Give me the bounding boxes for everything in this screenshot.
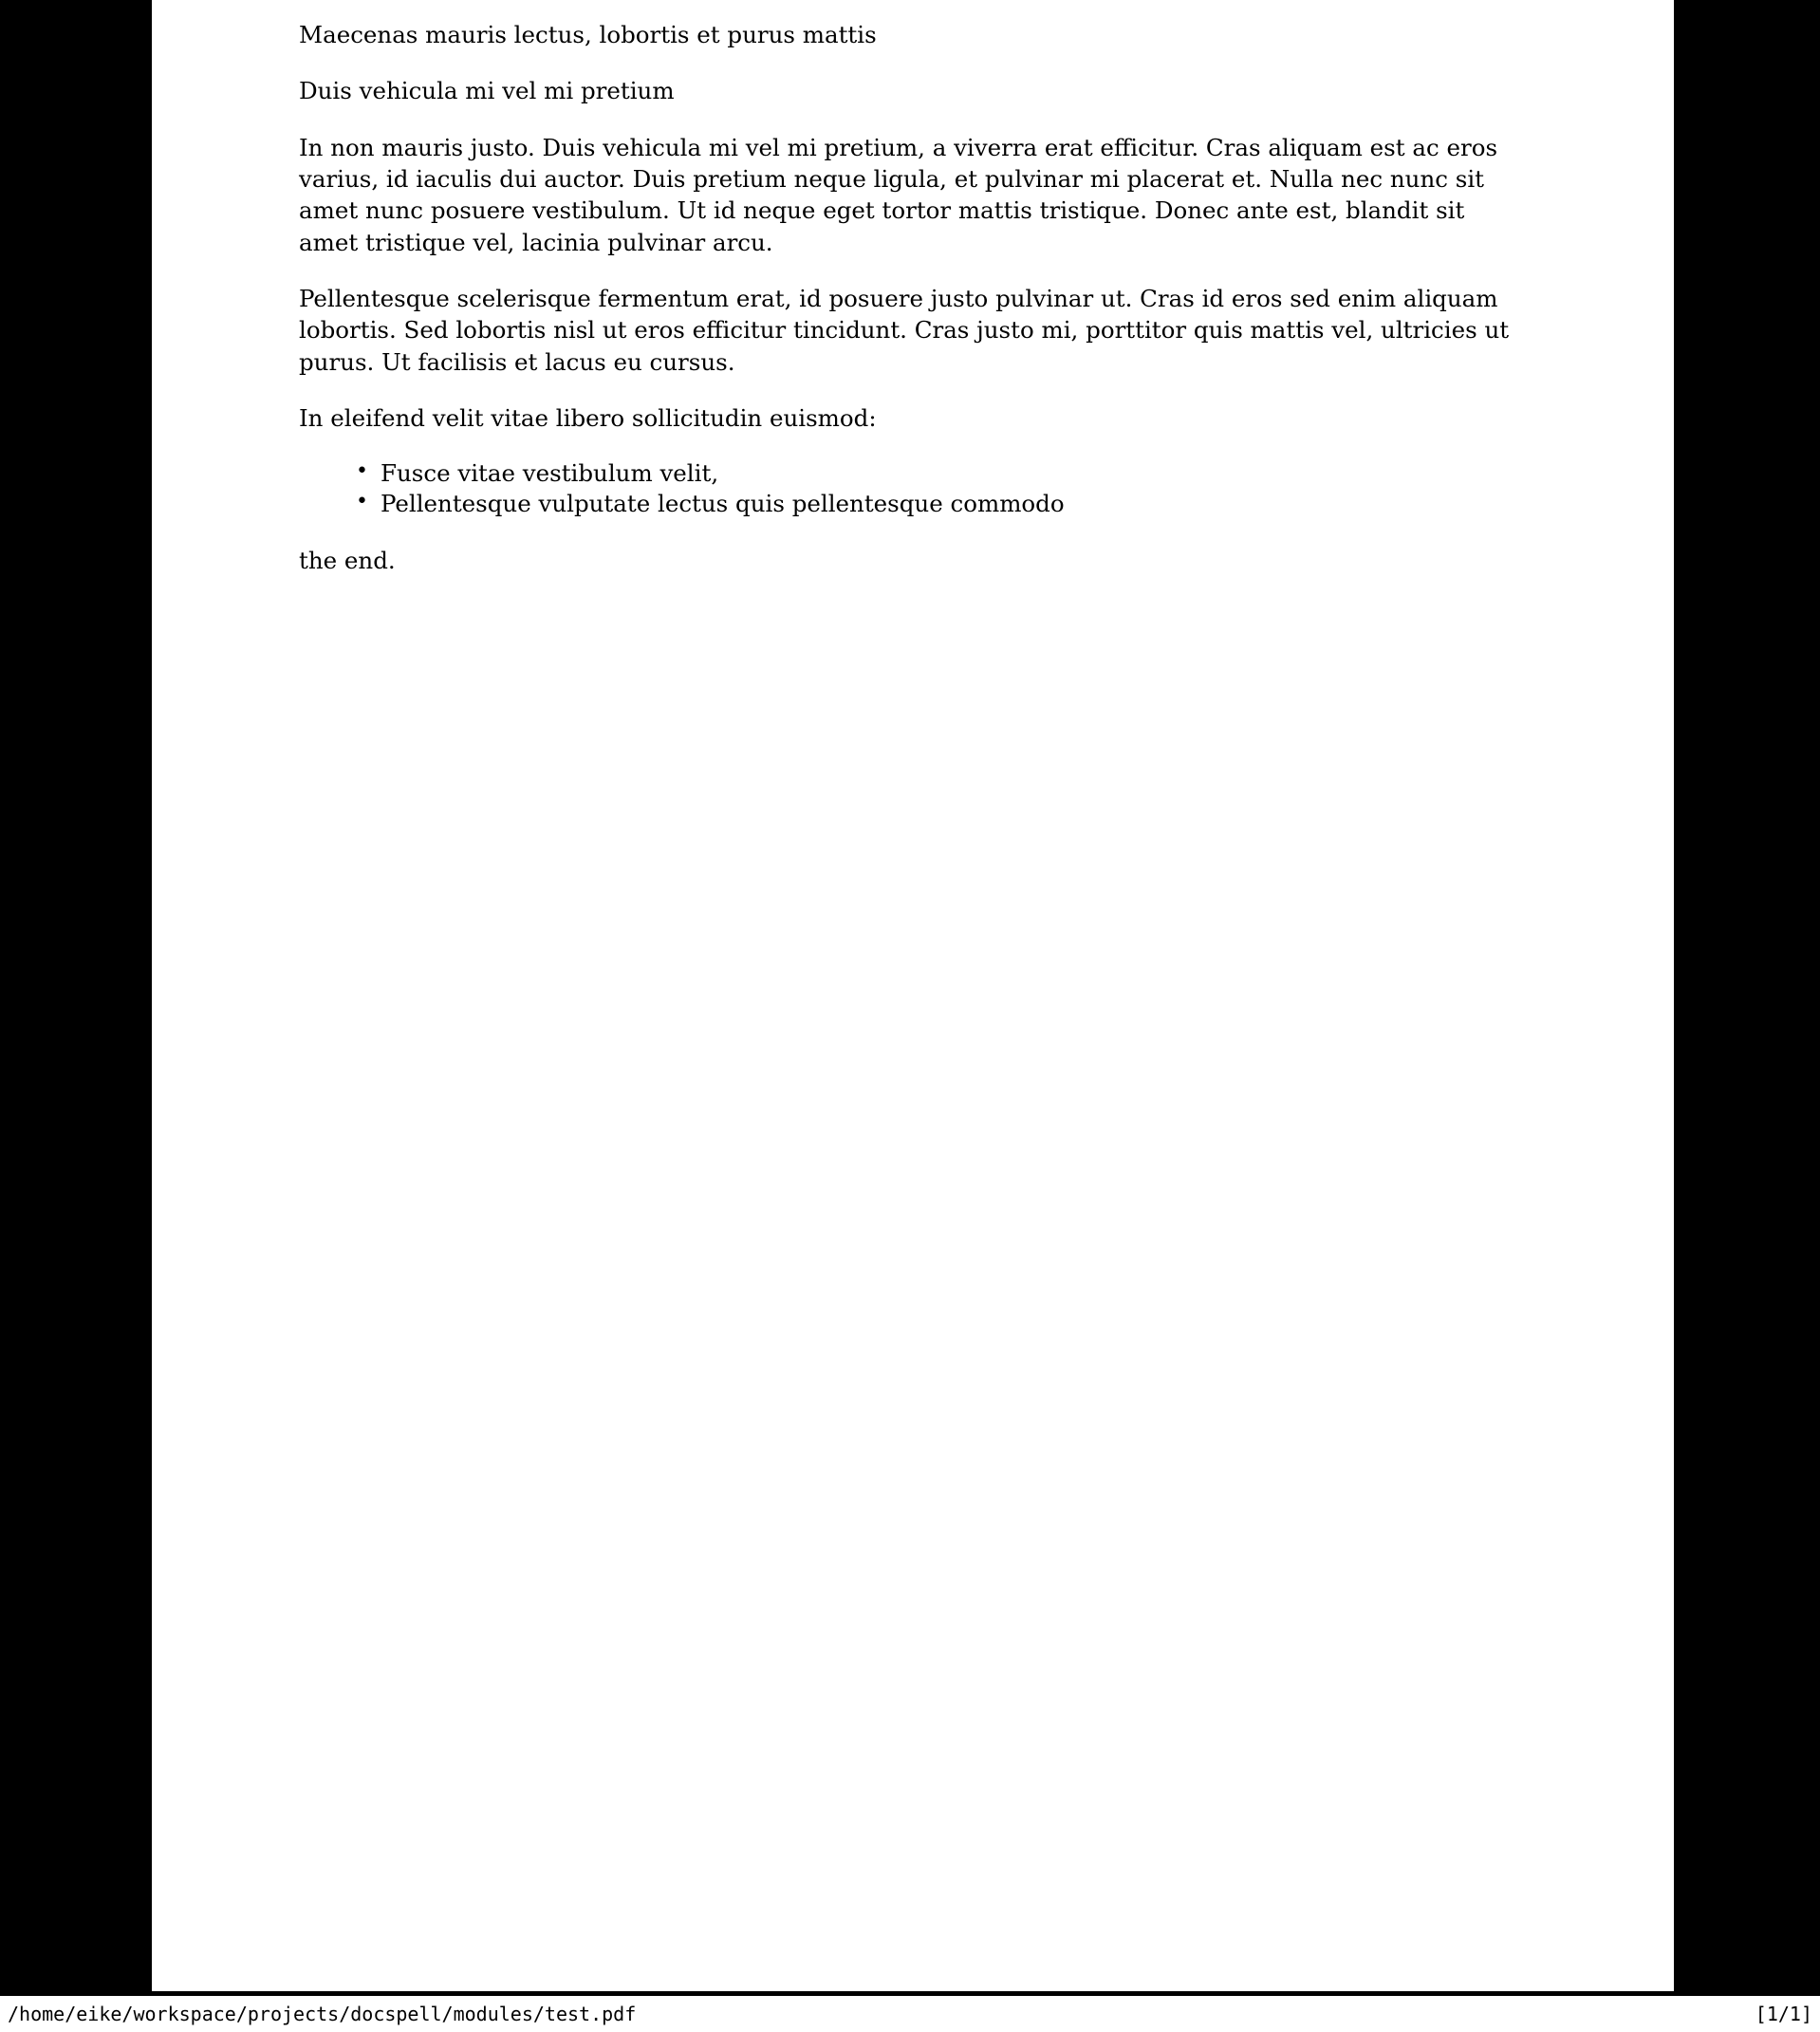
paragraph-body-2: Pellentesque scelerisque fermentum erat, id posuere justo pulvinar ut. Cras id eros sed enim aliquam lobortis. Sed lobortis nisl ut eros efficitur tincidunt. Cras justo mi, porttitor quis mattis vel, ultricies ut purus. Ut facilisis et lacus eu cursus. bbox=[299, 284, 1510, 376]
pdf-page[interactable] bbox=[152, 0, 1674, 1991]
file-path-label: /home/eike/workspace/projects/docspell/modules/test.pdf bbox=[8, 2003, 637, 2025]
status-bar bbox=[0, 1996, 1820, 2032]
paragraph-body-1: In non mauris justo. Duis vehicula mi vel mi pretium, a viverra erat efficitur. Cras aliquam est ac eros varius, id iaculis dui auctor. Duis pretium neque ligula, et pulvinar mi placerat et. Nulla nec nunc sit amet nunc posuere vestibulum. Ut id neque eget tortor mattis tristique. Donec ante est, blandit sit amet tristique vel, lacinia pulvinar arcu. bbox=[299, 133, 1498, 256]
paragraph-closing: the end. bbox=[299, 546, 396, 574]
paragraph-list-intro: In eleifend velit vitae libero sollicitudin euismod: bbox=[299, 403, 877, 432]
page-indicator-label: [1/1] bbox=[1755, 2003, 1812, 2025]
list-item: • Fusce vitae vestibulum velit, bbox=[356, 458, 1523, 489]
paragraph-heading-1: Maecenas mauris lectus, lobortis et purus mattis bbox=[299, 21, 877, 48]
list-item: • Pellentesque vulputate lectus quis pellentesque commodo bbox=[356, 489, 1523, 519]
paragraph-heading-2: Duis vehicula mi vel mi pretium bbox=[299, 77, 675, 105]
bullet-list bbox=[299, 458, 1523, 520]
page-content bbox=[299, 19, 1523, 601]
